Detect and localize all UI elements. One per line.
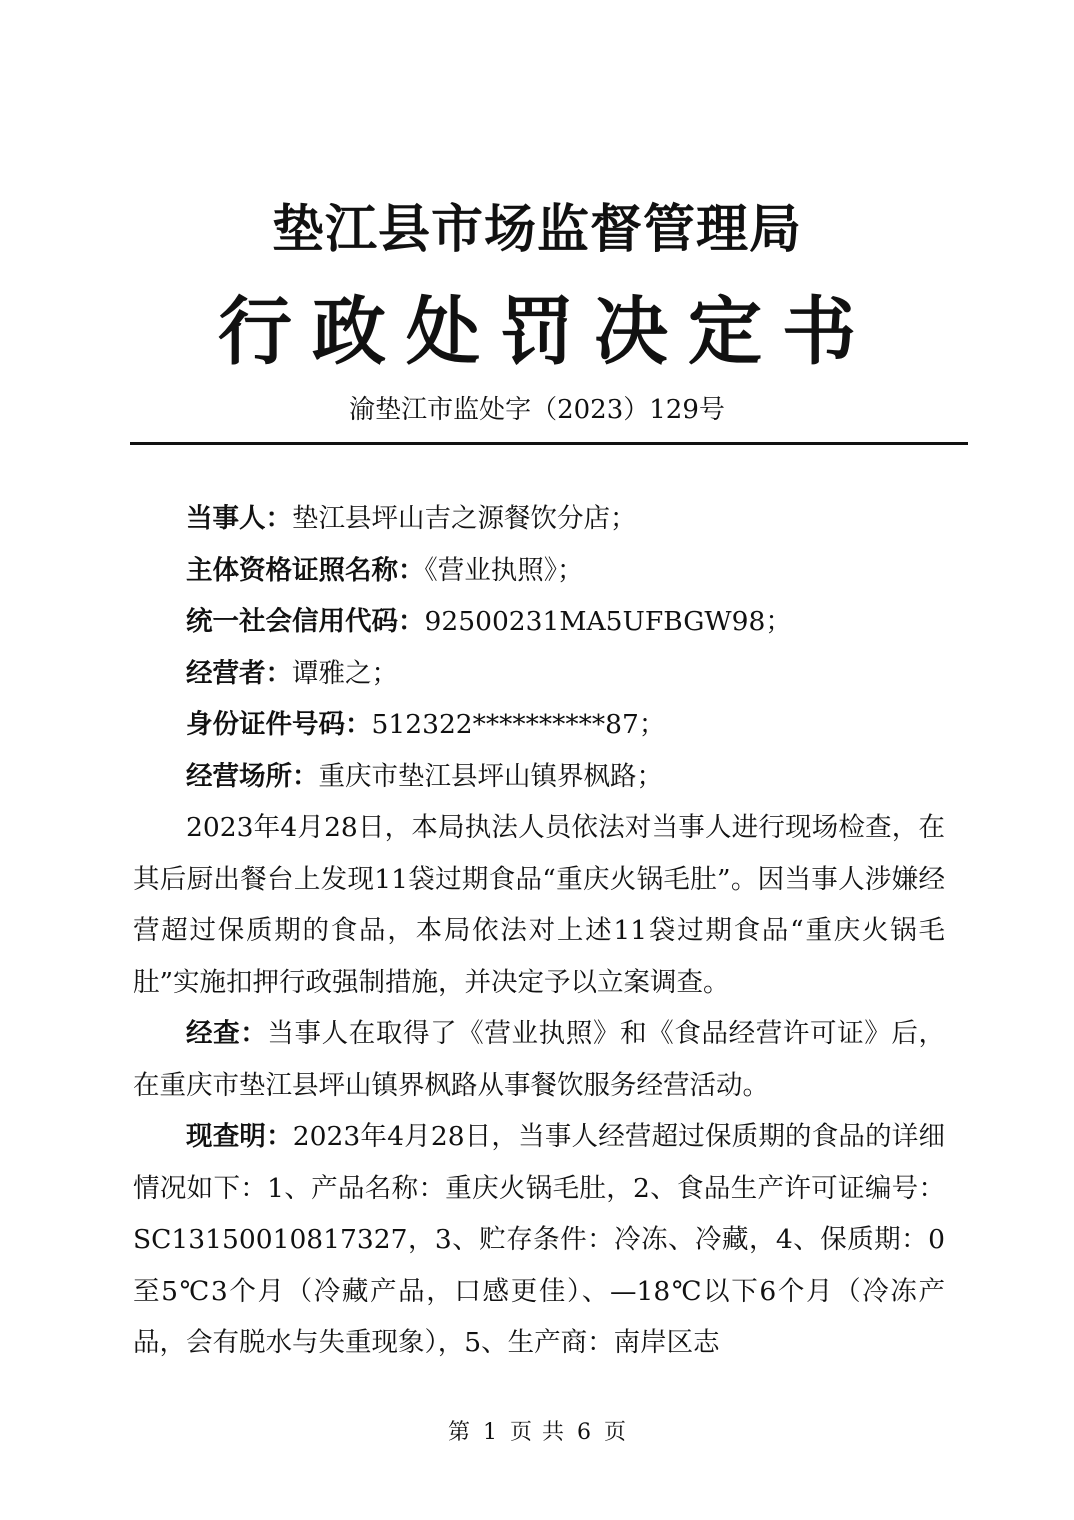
field-label: 主体资格证照名称： xyxy=(186,554,425,586)
field-operator xyxy=(133,648,945,700)
field-value: 垫江县坪山吉之源餐饮分店； xyxy=(292,503,637,534)
paragraph-text: 2023年4月28日，当事人经营超过保质期的食品的详细情况如下：1、产品名称：重庆火锅毛肚，2、食品生产许可证编号：SC13150010817327，3、贮存条件：冷冻、冷藏，4、保质期：0至5℃3个月（冷藏产品，口感更佳）、—18℃以下6个月（冷冻产品，会有脱水与失重现象），5、生产商：南岸区志 xyxy=(133,1121,945,1358)
page-footer xyxy=(0,1418,1074,1448)
field-premises xyxy=(133,751,945,803)
field-license-name xyxy=(133,545,945,597)
field-credit-code xyxy=(133,596,945,648)
field-label: 身份证件号码： xyxy=(186,709,372,740)
field-id-number xyxy=(133,699,945,751)
paragraph-inspection: 2023年4月28日，本局执法人员依法对当事人进行现场检查，在其后厨出餐台上发现11袋过期食品“重庆火锅毛肚”。因当事人涉嫌经营超过保质期的食品，本局依法对上述11袋过期食品“重庆火锅毛肚”实施扣押行政强制措施，并决定予以立案调查。 xyxy=(133,812,945,998)
field-label: 经营场所： xyxy=(186,760,319,792)
paragraph-investigation xyxy=(133,1008,945,1111)
field-party xyxy=(133,493,945,545)
page-number: 第 1 页 xyxy=(448,1420,532,1445)
paragraph-facts xyxy=(133,1111,945,1369)
field-value: 谭雅之； xyxy=(292,657,398,689)
issuing-authority: 垫江县市场监督管理局 xyxy=(271,199,802,260)
document-number: 渝垫江市监处字（2023）129号 xyxy=(349,395,725,425)
field-value: 《营业执照》； xyxy=(424,554,584,586)
field-value: 重庆市垫江县坪山镇界枫路； xyxy=(318,760,663,792)
field-label: 当事人： xyxy=(186,503,292,534)
page-total: 共 6 页 xyxy=(542,1420,626,1445)
field-label: 经营者： xyxy=(186,657,292,689)
paragraph-label: 经查： xyxy=(186,1018,268,1049)
paragraph-text: 当事人在取得了《营业执照》和《食品经营许可证》后，在重庆市垫江县坪山镇界枫路从事餐饮服务经营活动。 xyxy=(133,1018,946,1101)
paragraph-label: 现查明： xyxy=(186,1121,293,1152)
field-label: 统一社会信用代码： xyxy=(186,606,425,637)
field-value: 92500231MA5UFBGW98； xyxy=(424,606,792,637)
document-body xyxy=(133,493,945,1369)
field-value: 512322**********87； xyxy=(371,709,666,740)
document-title: 行政处罚决定书 xyxy=(218,289,876,375)
header-divider xyxy=(130,442,968,445)
